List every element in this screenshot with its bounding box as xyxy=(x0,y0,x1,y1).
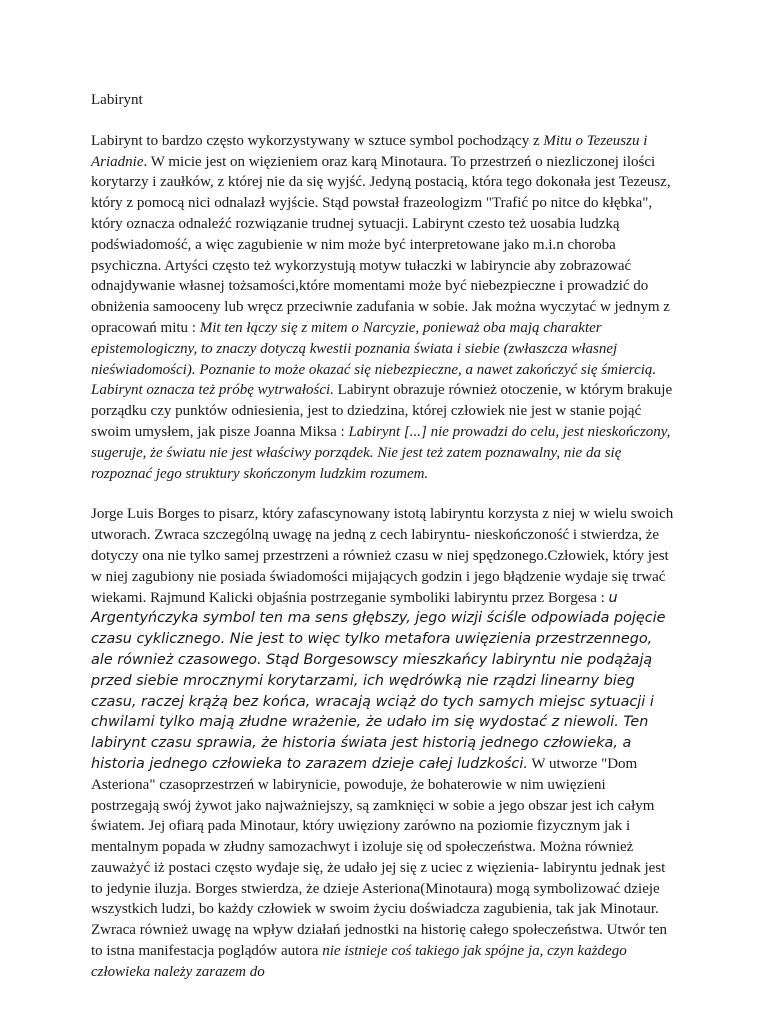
p1-text-c: . W micie jest on więzieniem oraz karą Minotaura. To przestrzeń o niezliczonej ilości korytarzy i zaułków, z której nie da się wyjść. Jedyną postacią, która tego dokonała jest Tezeusz, który z pomocą nici odnalazł wyjście. Stąd powstał frazeologizm "Trafić po nitce do kłębka", który oznacza odnaleźć rozwiązanie trudnej sytuacji. Labirynt czesto też uosabia ludzką podświadomość, a więc zagubienie w nim może być interpretowane jako m.i.n choroba psychiczna. Artyści często też wykorzystują motyw tułaczki w labiryncie aby zobrazować odnajdywanie własnej tożsamości,które momentami może być niebezpieczne i prowadzić do obniżenia samooceny lub wręcz przeciwnie zadufania w sobie. Jak można wyczytać w jednym z opracowań mitu : xyxy=(91,153,671,336)
p2-italic-quote-kalicki: u Argentyńczyka symbol ten ma sens głębszy, jego wizji ściśle odpowiada pojęcie czasu cyklicznego. Nie jest to więc tylko metafora uwięzienia przestrzennego, ale również czasowego. Stąd Borgesowscy mieszkańcy labiryntu nie podążają przed siebie mrocznymi korytarzami, ich wędrówką nie rządzi linearny bieg czasu, raczej krążą bez końca, wracają wciąż do tych samych miejsc sytuacji i chwilami tylko mają złudne wrażenie, że udało im się wydostać z niewoli. Ten labirynt czasu sprawia, że historia świata jest historią jednego człowieka, a historia jednego człowieka to zarazem dzieje całej ludzkości. xyxy=(91,589,666,772)
p2-text-c: W utworze "Dom Asteriona" czasoprzestrzeń w labirynicie, powoduje, że bohaterowie w nim uwięzieni postrzegają swój żywot jako najważniejszy, są zamknięci w sobie a jego obszar jest ich całym światem. Jej ofiarą pada Minotaur, który uwięziony zarówno na poziomie fizycznym jak i mentalnym popada w złudny samozachwyt i izoluje się od społeczeństwa. Można również zauważyć iż postaci często wydaje się, że udało jej się z uciec z więzienia- labiryntu jednak jest to jedynie iluzja. Borges stwierdza, że dzieje Asteriona(Minotaura) mogą symbolizować dzieje wszystkich ludzi, bo każdy człowiek w swoim życiu doświadcza zagubienia, tak jak Minotaur. Zwraca również uwagę na wpływ działań jednostki na historię całego społeczeństwa. Utwór ten to istna manifestacja poglądów autora xyxy=(91,755,668,960)
paragraph-labyrinth-myth xyxy=(91,131,677,485)
p2-text-a: Jorge Luis Borges to pisarz, który zafascynowany istotą labiryntu korzysta z niej w wielu swoich utworach. Zwraca szczególną uwagę na jedną z cech labiryntu- nieskończoność i stwierdza, że dotyczy ona nie tylko samej przestrzeni a również czasu w niej spędzonego.Człowiek, który jest w niej zagubiony nie posiada świadomości mijających godzin i jego błądzenie wydaje się trwać wiekami. Rajmund Kalicki objaśnia postrzeganie symboliki labiryntu przez Borgesa : xyxy=(91,506,674,606)
paragraph-borges xyxy=(91,504,677,982)
document-page xyxy=(91,90,677,1003)
p1-text-a: Labirynt to bardzo często wykorzystywany w sztuce symbol pochodzący z xyxy=(91,132,544,149)
p1-italic-quote-myth: Mit ten łączy się z mitem o Narcyzie, ponieważ oba mają charakter epistemologiczny, to znaczy dotyczą kwestii poznania świata i siebie (zwłaszcza własnej nieświadomości). Poznanie to może okazać się niebezpieczne, a nawet zakończyć się śmiercią. Labirynt oznacza też próbę wytrwałości. xyxy=(91,319,657,399)
p2-italic-quote-author: nie istnieje coś takiego jak spójne ja, czyn każdego człowieka należy zarazem do xyxy=(91,943,627,980)
p1-text-e: Labirynt obrazuje również otoczenie, w którym brakuje porządku czy punktów odniesienia, jest to dziedzina, której człowiek nie jest w stanie pojąć swoim umysłem, jak pisze Joanna Miksa : xyxy=(91,382,673,440)
document-title: Labirynt xyxy=(91,92,143,108)
p1-italic-myth-title: Mitu o Tezeuszu i Ariadnie xyxy=(91,132,648,170)
p1-italic-quote-miksa: Labirynt [...] nie prowadzi do celu, jest nieskończony, sugeruje, że światu nie jest właściwy porządek. Nie jest też zatem poznawalny, nie da się rozpoznać jego struktury skończonym ludzkim rozumem. xyxy=(91,423,671,482)
